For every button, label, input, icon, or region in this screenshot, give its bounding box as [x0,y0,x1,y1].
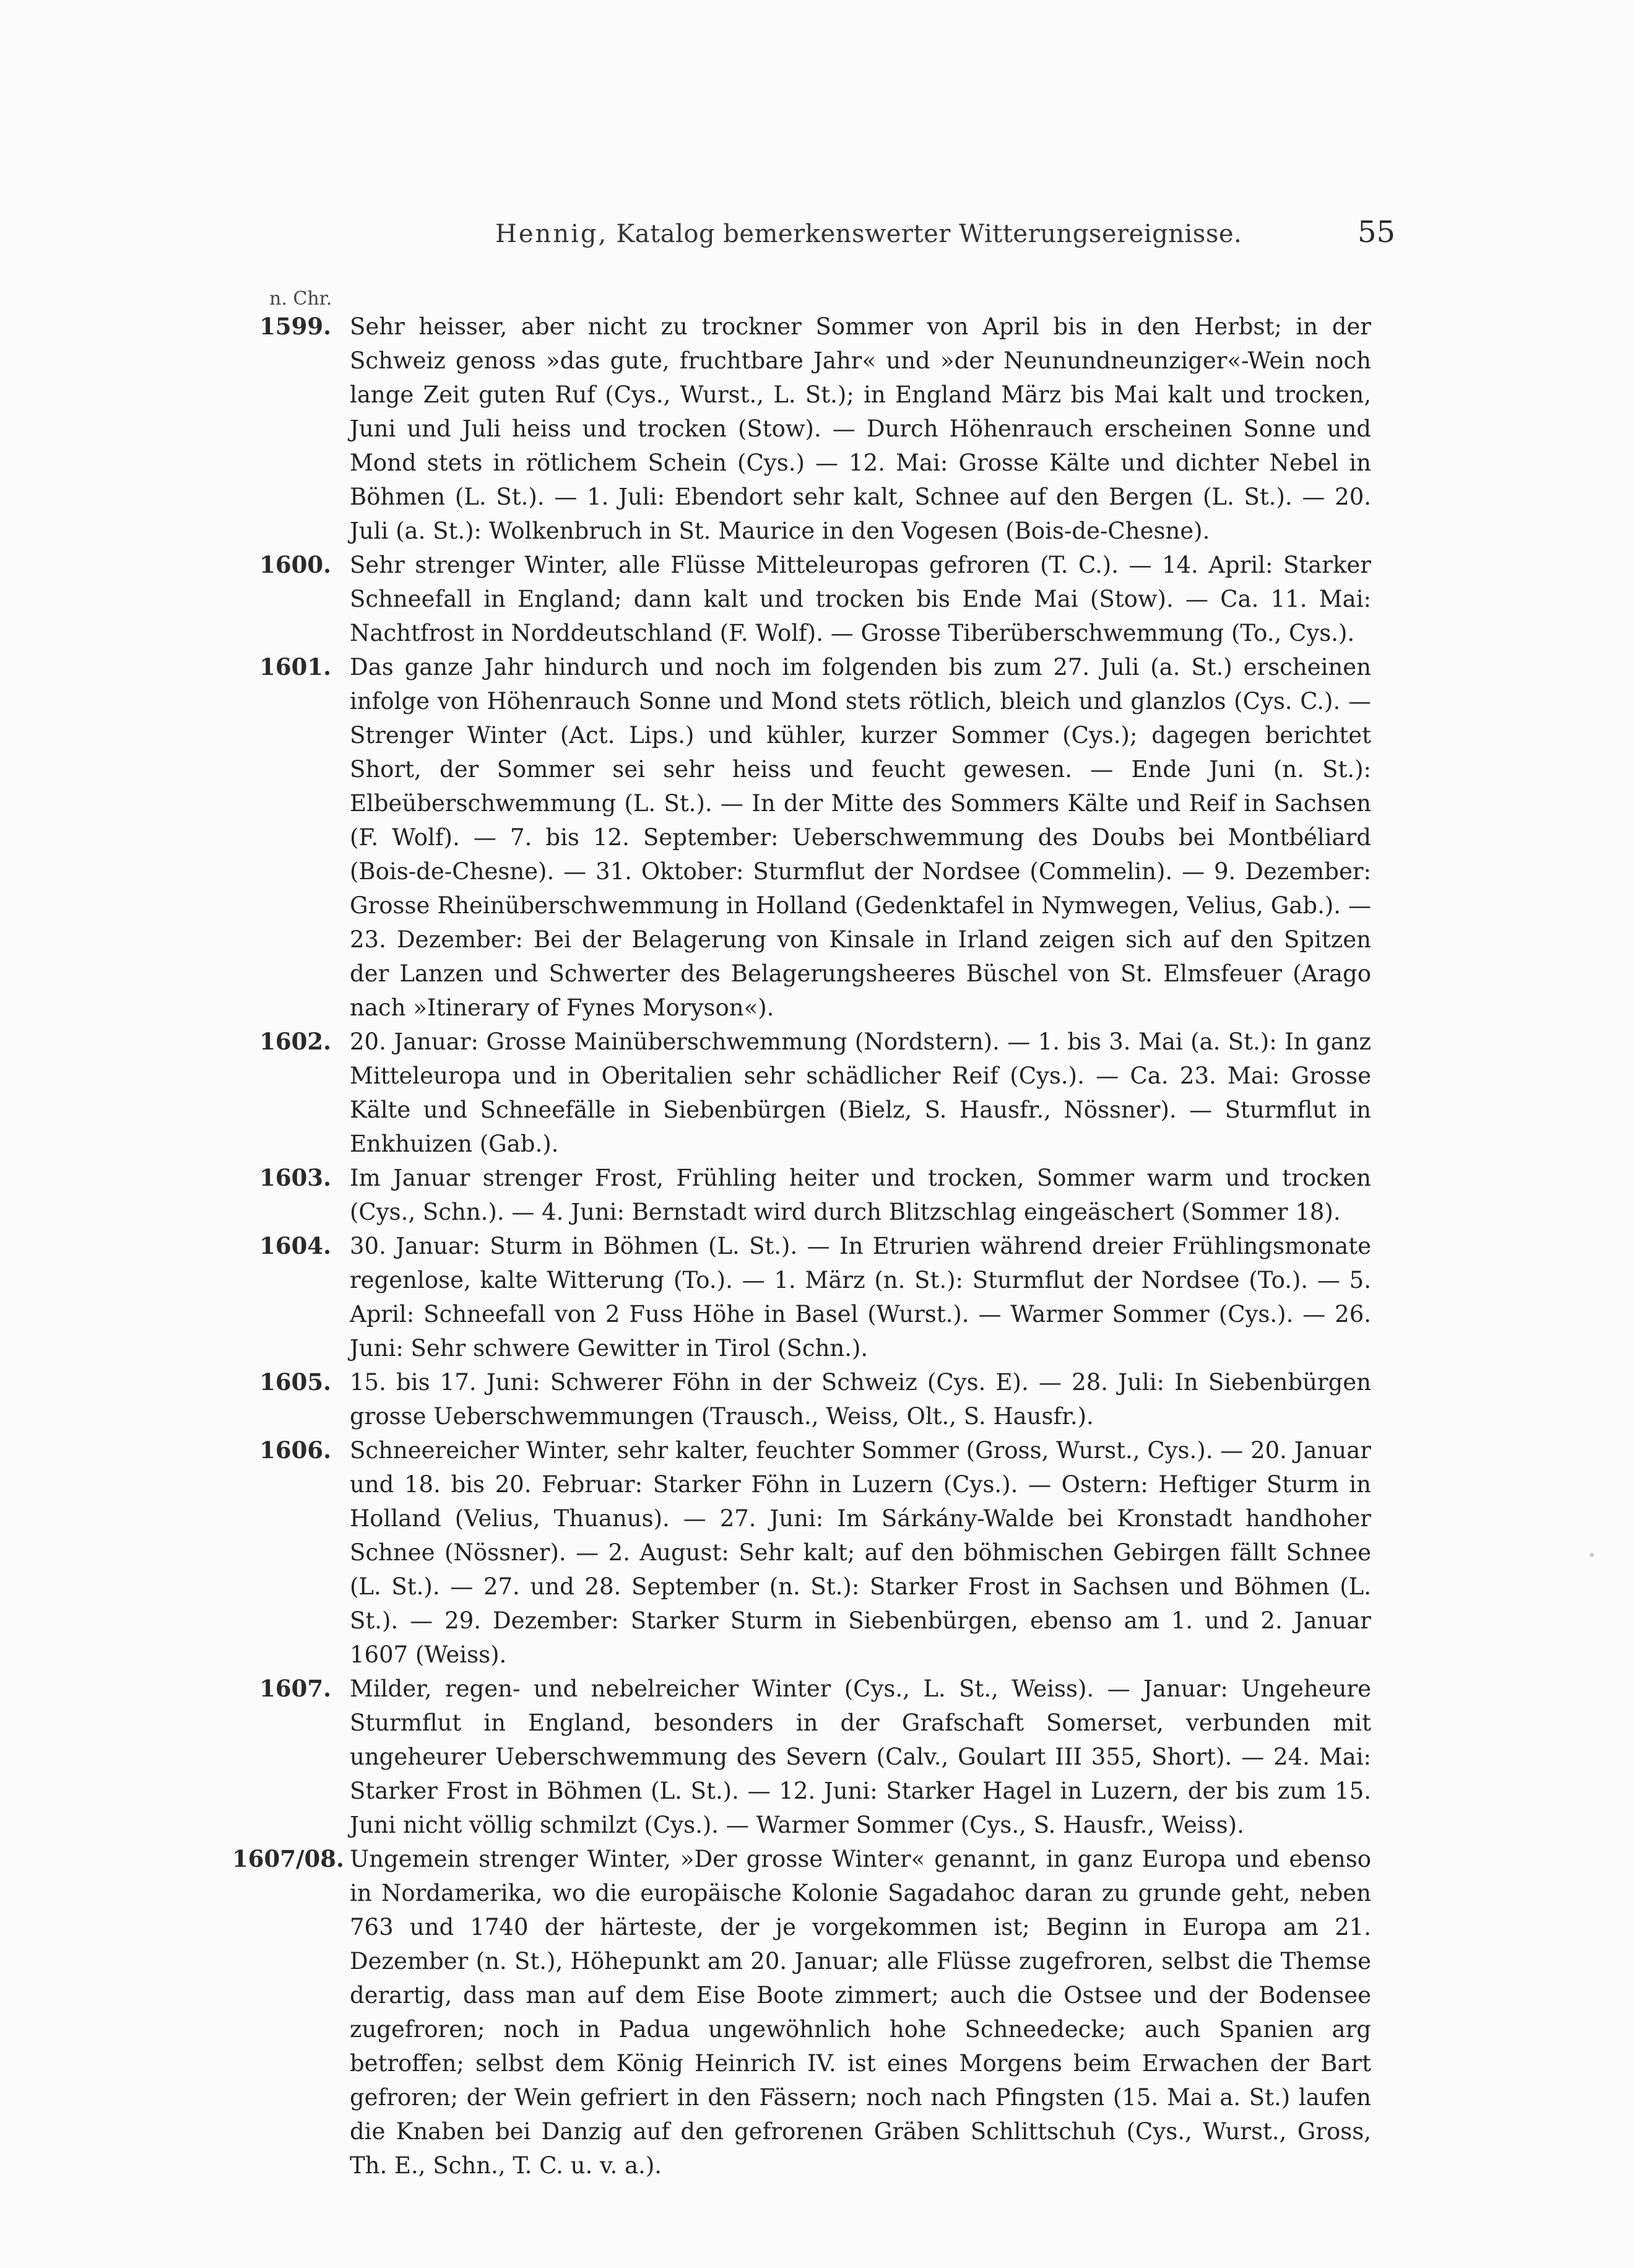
entry-text: Das ganze Jahr hindurch und noch im folgenden bis zum 27. Juli (a. St.) erscheinen infolge von Höhenrauch Sonne und Mond stets rötlich, bleich und glanzlos (Cys. C.). — Strenger Winter (Act. Lips.) und kühler, kurzer Sommer (Cys.); dagegen berichtet Short, der Sommer sei sehr heiss und feucht gewesen. — Ende Juni (n. St.): Elbeüberschwemmung (L. St.). — In der Mitte des Sommers Kälte und Reif in Sachsen (F. Wolf). — 7. bis 12. September: Ueberschwemmung des Doubs bei Montbéliard (Bois-de-Chesne). — 31. Oktober: Sturmflut der Nordsee (Commelin). — 9. Dezember: Grosse Rheinüberschwemmung in Holland (Gedenktafel in Nymwegen, Velius, Gab.). — 23. Dezember: Bei der Belagerung von Kinsale in Irland zeigen sich auf den Spitzen der Lanzen und Schwerter des Belagerungsheeres Büschel von St. Elmsfeuer (Arago nach »Itinerary of Fynes Moryson«). [350,654,1371,1021]
entry-text: Milder, regen- und nebelreicher Winter (Cys., L. St., Weiss). — Januar: Ungeheure Sturmflut in England, besonders in der Grafschaft Somerset, verbunden mit ungeheurer Ueberschwemmung des Severn (Calv., Goulart III 355, Short). — 24. Mai: Starker Frost in Böhmen (L. St.). — 12. Juni: Starker Hagel in Luzern, der bis zum 15. Juni nicht völlig schmilzt (Cys.). — Warmer Sommer (Cys., S. Hausfr., Weiss). [350,1675,1371,1838]
entry-year: 1600. [259,551,331,578]
page-header [0,214,1633,263]
entry-year: 1607. [259,1675,331,1702]
entry-text: Im Januar strenger Frost, Frühling heiter und trocken, Sommer warm und trocken (Cys., Schn.). — 4. Juni: Bernstadt wird durch Blitzschlag eingeäschert (Sommer 18). [350,1165,1371,1225]
entry-text: 20. Januar: Grosse Mainüberschwemmung (Nordstern). — 1. bis 3. Mai (a. St.): In ganz Mitteleuropa und in Oberitalien sehr schädlicher Reif (Cys.). — Ca. 23. Mai: Grosse Kälte und Schneefälle in Siebenbürgen (Bielz, S. Hausfr., Nössner). — Sturmflut in Enkhuizen (Gab.). [350,1028,1371,1157]
entry-text: 15. bis 17. Juni: Schwerer Föhn in der Schweiz (Cys. E). — 28. Juli: In Siebenbürgen grosse Ueberschwemmungen (Trausch., Weiss, Olt., S. Hausfr.). [350,1369,1371,1430]
entry-year: 1602. [259,1028,331,1055]
entry-text: Schneereicher Winter, sehr kalter, feuchter Sommer (Gross, Wurst., Cys.). — 20. Januar und 18. bis 20. Februar: Starker Föhn in Luzern (Cys.). — Ostern: Heftiger Sturm in Holland (Velius, Thuanus). — 27. Juni: Im Sárkány-Walde bei Kronstadt handhoher Schnee (Nössner). — 2. August: Sehr kalt; auf den böhmischen Gebirgen fällt Schnee (L. St.). — 27. und 28. September (n. St.): Starker Frost in Sachsen und Böhmen (L. St.). — 29. Dezember: Starker Sturm in Siebenbürgen, ebenso am 1. und 2. Januar 1607 (Weiss). [350,1437,1371,1668]
entry-1602 [251,1025,1396,1161]
entry-1607 [251,1672,1396,1842]
entry-text: Ungemein strenger Winter, »Der grosse Winter« genannt, in ganz Europa und ebenso in Nordamerika, wo die europäische Kolonie Sagadahoc daran zu grunde geht, neben 763 und 1740 der härteste, der je vorgekommen ist; Beginn in Europa am 21. Dezember (n. St.), Höhepunkt am 20. Januar; alle Flüsse zugefroren, selbst die Themse derartig, dass man auf dem Eise Boote zimmert; auch die Ostsee und der Bodensee zugefroren; noch in Padua ungewöhnlich hohe Schneedecke; auch Spanien arg betroffen; selbst dem König Heinrich IV. ist eines Morgens beim Erwachen der Bart gefroren; der Wein gefriert in den Fässern; noch nach Pfingsten (15. Mai a. St.) laufen die Knaben bei Danzig auf den gefrorenen Gräben Schlittschuh (Cys., Wurst., Gross, Th. E., Schn., T. C. u. v. a.). [350,1846,1371,2179]
entry-text: 30. Januar: Sturm in Böhmen (L. St.). — In Etrurien während dreier Frühlingsmonate regenlose, kalte Witterung (To.). — 1. März (n. St.): Sturmflut der Nordsee (To.). — 5. April: Schneefall von 2 Fuss Höhe in Basel (Wurst.). — Warmer Sommer (Cys.). — 26. Juni: Sehr schwere Gewitter in Tirol (Schn.). [350,1233,1371,1362]
entry-year: 1607/08. [232,1845,344,1872]
scan-speck [1590,1553,1594,1557]
entry-year: 1603. [259,1164,331,1191]
running-title [495,220,1242,248]
entry-list [232,310,1396,2183]
entry-1606 [251,1433,1396,1672]
entry-year: 1601. [259,653,331,680]
entry-1599 [251,310,1396,548]
entry-1604 [251,1229,1396,1365]
page-number: 55 [1358,215,1396,250]
running-title-author: Hennig, [495,220,609,248]
entry-year: 1605. [259,1368,331,1396]
entry-text: Sehr heisser, aber nicht zu trockner Sommer von April bis in den Herbst; in der Schweiz genoss »das gute, fruchtbare Jahr« und »der Neunundneunziger«-Wein noch lange Zeit guten Ruf (Cys., Wurst., L. St.); in England März bis Mai kalt und trocken, Juni und Juli heiss und trocken (Stow). — Durch Höhenrauch erscheinen Sonne und Mond stets in rötlichem Schein (Cys.) — 12. Mai: Grosse Kälte und dichter Nebel in Böhmen (L. St.). — 1. Juli: Ebendort sehr kalt, Schnee auf den Bergen (L. St.). — 20. Juli (a. St.): Wolkenbruch in St. Maurice in den Vogesen (Bois-de-Chesne). [350,313,1371,544]
era-label: n. Chr. [269,288,332,310]
running-title-text: Katalog bemerkenswerter Witterungsereignisse. [616,220,1242,248]
entry-1600 [251,548,1396,650]
entry-year: 1606. [259,1436,331,1464]
entry-text: Sehr strenger Winter, alle Flüsse Mitteleuropas gefroren (T. C.). — 14. April: Starker Schneefall in England; dann kalt und trocken bis Ende Mai (Stow). — Ca. 11. Mai: Nachtfrost in Norddeutschland (F. Wolf). — Grosse Tiberüberschwemmung (To., Cys.). [350,552,1371,646]
entry-year: 1599. [259,313,331,340]
entry-1601 [251,650,1396,1025]
entry-1605 [251,1365,1396,1433]
entry-1607-08 [232,1842,1396,2183]
entry-year: 1604. [259,1232,331,1259]
entry-1603 [251,1161,1396,1229]
